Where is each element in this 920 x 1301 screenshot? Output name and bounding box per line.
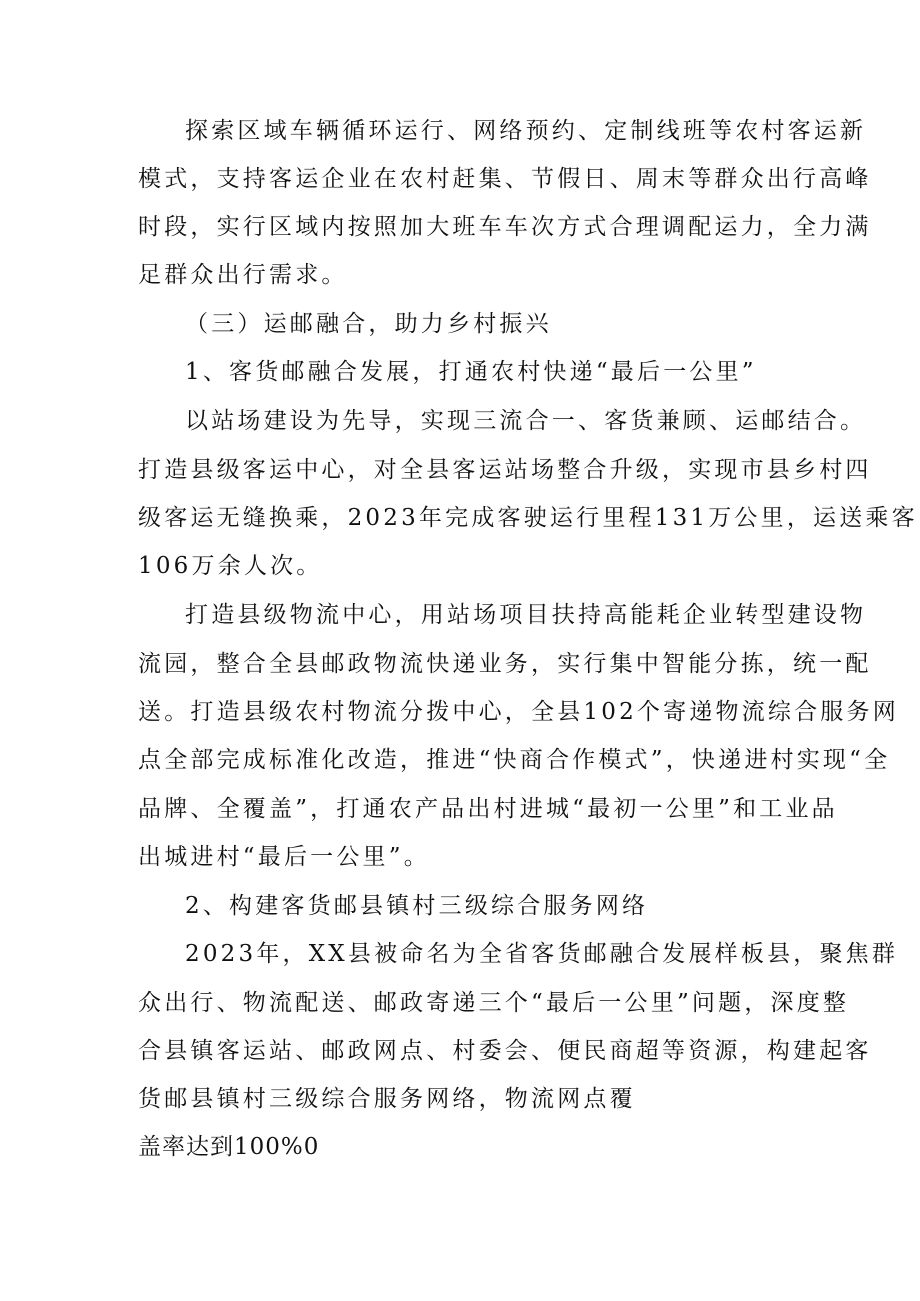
subsection-heading: 1、客货邮融合发展，打通农村快递“最后一公里”: [185, 359, 757, 385]
paragraph-line: 点全部完成标准化改造，推进“快商合作模式”，快递进村实现“全: [138, 747, 891, 773]
paragraph-line: 106万余人次。: [138, 553, 323, 579]
paragraph-line: 盖率达到100%0: [138, 1134, 320, 1160]
paragraph-line: 流园，整合全县邮政物流快递业务，实行集中智能分拣，统一配: [138, 651, 872, 677]
paragraph-line: 众出行、物流配送、邮政寄递三个“最后一公里”问题，深度整: [138, 990, 850, 1016]
paragraph-line: 合县镇客运站、邮政网点、村委会、便民商超等资源，构建起客: [138, 1038, 872, 1064]
paragraph-line: 探索区域车辆循环运行、网络预约、定制线班等农村客运新: [185, 118, 867, 144]
paragraph-line: 时段，实行区域内按照加大班车车次方式合理调配运力，全力满: [138, 214, 872, 240]
paragraph-line: 以站场建设为先导，实现三流合一、客货兼顾、运邮结合。: [185, 408, 867, 434]
paragraph-line: 出城进村“最后一公里”。: [138, 844, 430, 870]
paragraph-line: 送。打造县级农村物流分拨中心，全县102个寄递物流综合服务网: [138, 699, 899, 725]
paragraph-line: 级客运无缝换乘，2023年完成客驶运行里程131万公里，运送乘客: [138, 505, 918, 531]
paragraph-line: 品牌、全覆盖”，打通农产品出村进城“最初一公里”和工业品: [138, 796, 838, 822]
paragraph-line: 2023年，XX县被命名为全省客货邮融合发展样板县，聚焦群: [185, 941, 899, 967]
paragraph-line: 货邮县镇村三级综合服务网络，物流网点覆: [138, 1086, 636, 1112]
paragraph-line: 足群众出行需求。: [138, 262, 348, 288]
subsection-heading: 2、构建客货邮县镇村三级综合服务网络: [185, 893, 649, 919]
paragraph-line: 模式，支持客运企业在农村赶集、节假日、周末等群众出行高峰: [138, 166, 872, 192]
section-heading: （三）运邮融合，助力乡村振兴: [185, 311, 552, 337]
paragraph-line: 打造县级物流中心，用站场项目扶持高能耗企业转型建设物: [185, 602, 867, 628]
paragraph-line: 打造县级客运中心，对全县客运站场整合升级，实现市县乡村四: [138, 457, 872, 483]
